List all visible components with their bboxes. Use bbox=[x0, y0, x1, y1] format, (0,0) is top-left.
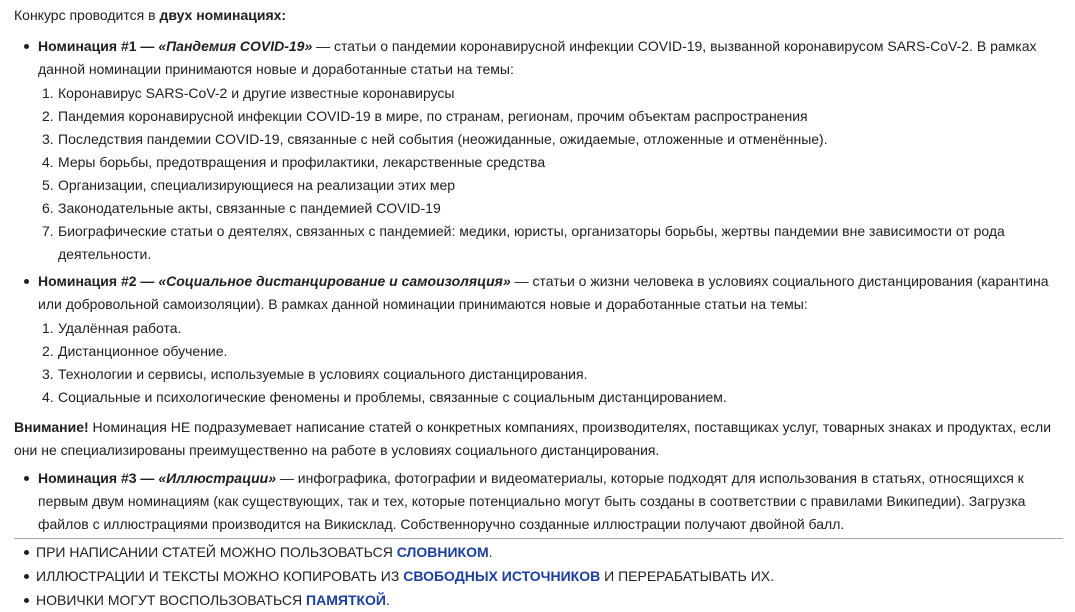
nomination-1-title: «Пандемия COVID-19» bbox=[158, 38, 313, 54]
nomination-3-label: Номинация #3 — bbox=[38, 470, 159, 486]
list-item-text: Биографические статьи о деятелях, связанных с пандемией: медики, юристы, организаторы борьбы, жертвы пандемии вне зависимости от рода деятельности. bbox=[58, 223, 1005, 262]
intro-bold: двух номинациях: bbox=[159, 7, 287, 23]
note-newcomers bbox=[36, 589, 390, 612]
list-item bbox=[42, 151, 1058, 174]
list-item-text: Технологии и сервисы, используемые в условиях социального дистанцирования. bbox=[58, 366, 588, 382]
nomination-3-desc: — инфографика, фотографии и видеоматериалы, которые подходят для использования в статьях, относящихся к первым двум номинациям (как существующих, так и тех, которые потенциально могут быть созданы в соответствии с правилами Википедии). Загрузка файлов с иллюстрациями производится на Викисклад. Собственноручно созданные иллюстрации получают двойной балл. bbox=[38, 470, 1026, 532]
nomination-1-desc: — статьи о пандемии коронавирусной инфекции COVID-19, вызванной коронавирусом SARS-CoV-2. В рамках данной номинации принимаются новые и доработанные статьи на темы: bbox=[38, 38, 1037, 77]
list-item-text: Социальные и психологические феномены и проблемы, связанные с социальным дистанцированием. bbox=[58, 389, 727, 405]
note-text-end: И ПЕРЕРАБАТЫВАТЬ ИХ. bbox=[600, 568, 774, 584]
nomination-3 bbox=[38, 467, 1058, 536]
list-item bbox=[42, 363, 1058, 386]
list-item-text: Организации, специализирующиеся на реализации этих мер bbox=[58, 177, 456, 193]
list-item-number: 1. bbox=[42, 85, 54, 101]
list-item-number: 2. bbox=[42, 108, 54, 124]
nomination-1 bbox=[38, 35, 1058, 81]
nomination-2-title: «Социальное дистанцирование и самоизоляция» bbox=[158, 273, 511, 289]
nomination-3-title: «Иллюстрации» bbox=[158, 470, 277, 486]
list-item-text: Меры борьбы, предотвращения и профилактики, лекарственные средства bbox=[58, 154, 546, 170]
warning-text: Номинация НЕ подразумевает написание статей о конкретных компаниях, производителях, поставщиках услуг, товарных знаках и продуктах, если они не специализированы преимущественно на работе в условиях социального дистанцирования. bbox=[14, 419, 1052, 458]
list-item bbox=[42, 105, 1058, 128]
memo-link[interactable]: ПАМЯТКОЙ bbox=[306, 592, 386, 608]
list-item-number: 4. bbox=[42, 389, 54, 405]
list-item-number: 3. bbox=[42, 131, 54, 147]
list-item-text: Пандемия коронавирусной инфекции COVID-19 в мире, по странам, регионам, прочим объектам распространения bbox=[58, 108, 808, 124]
nomination-2-label: Номинация #2 — bbox=[38, 273, 159, 289]
list-item-number: 7. bbox=[42, 223, 54, 239]
note-text-end: . bbox=[488, 544, 493, 560]
nomination-1-topics bbox=[42, 82, 1058, 266]
note-text: НОВИЧКИ МОГУТ ВОСПОЛЬЗОВАТЬСЯ bbox=[36, 592, 307, 608]
list-item-text: Коронавирус SARS-CoV-2 и другие известные коронавирусы bbox=[58, 85, 455, 101]
list-item-text: Последствия пандемии COVID-19, связанные с ней события (неожиданные, ожидаемые, отложенные и отменённые). bbox=[58, 131, 828, 147]
nomination-2-desc: — статьи о жизни человека в условиях социального дистанцирования (карантина или добровольной самоизоляции). В рамках данной номинации принимаются новые и доработанные статьи на темы: bbox=[38, 273, 1049, 312]
list-item-text: Удалённая работа. bbox=[58, 320, 182, 336]
note-text: ИЛЛЮСТРАЦИИ И ТЕКСТЫ МОЖНО КОПИРОВАТЬ ИЗ bbox=[36, 568, 404, 584]
list-item-number: 1. bbox=[42, 320, 54, 336]
intro-text: Конкурс проводится в bbox=[14, 7, 160, 23]
list-item-text: Дистанционное обучение. bbox=[58, 343, 228, 359]
divider bbox=[14, 538, 1063, 539]
nomination-1-label: Номинация #1 — bbox=[38, 38, 159, 54]
list-item-number: 6. bbox=[42, 200, 54, 216]
note-free-sources bbox=[36, 565, 774, 588]
list-item bbox=[42, 317, 1058, 340]
intro-paragraph bbox=[14, 4, 286, 27]
nomination-2 bbox=[38, 270, 1058, 316]
note-text-end: . bbox=[386, 592, 390, 608]
list-item bbox=[42, 220, 1058, 266]
warning-paragraph bbox=[14, 416, 1058, 462]
list-item-number: 2. bbox=[42, 343, 54, 359]
list-item bbox=[42, 174, 1058, 197]
list-item-number: 5. bbox=[42, 177, 54, 193]
list-item bbox=[42, 386, 1058, 409]
list-item bbox=[42, 197, 1058, 220]
nomination-2-topics bbox=[42, 317, 1058, 409]
list-item-number: 4. bbox=[42, 154, 54, 170]
list-item bbox=[42, 82, 1058, 105]
warning-label: Внимание! bbox=[14, 419, 89, 435]
vocabulary-link[interactable]: СЛОВНИКОМ bbox=[396, 544, 489, 560]
note-vocabulary bbox=[36, 541, 493, 564]
free-sources-link[interactable]: СВОБОДНЫХ ИСТОЧНИКОВ bbox=[403, 568, 601, 584]
list-item bbox=[42, 340, 1058, 363]
list-item-number: 3. bbox=[42, 366, 54, 382]
list-item bbox=[42, 128, 1058, 151]
list-item-text: Законодательные акты, связанные с пандемией COVID-19 bbox=[58, 200, 441, 216]
note-text: ПРИ НАПИСАНИИ СТАТЕЙ МОЖНО ПОЛЬЗОВАТЬСЯ bbox=[36, 544, 397, 560]
